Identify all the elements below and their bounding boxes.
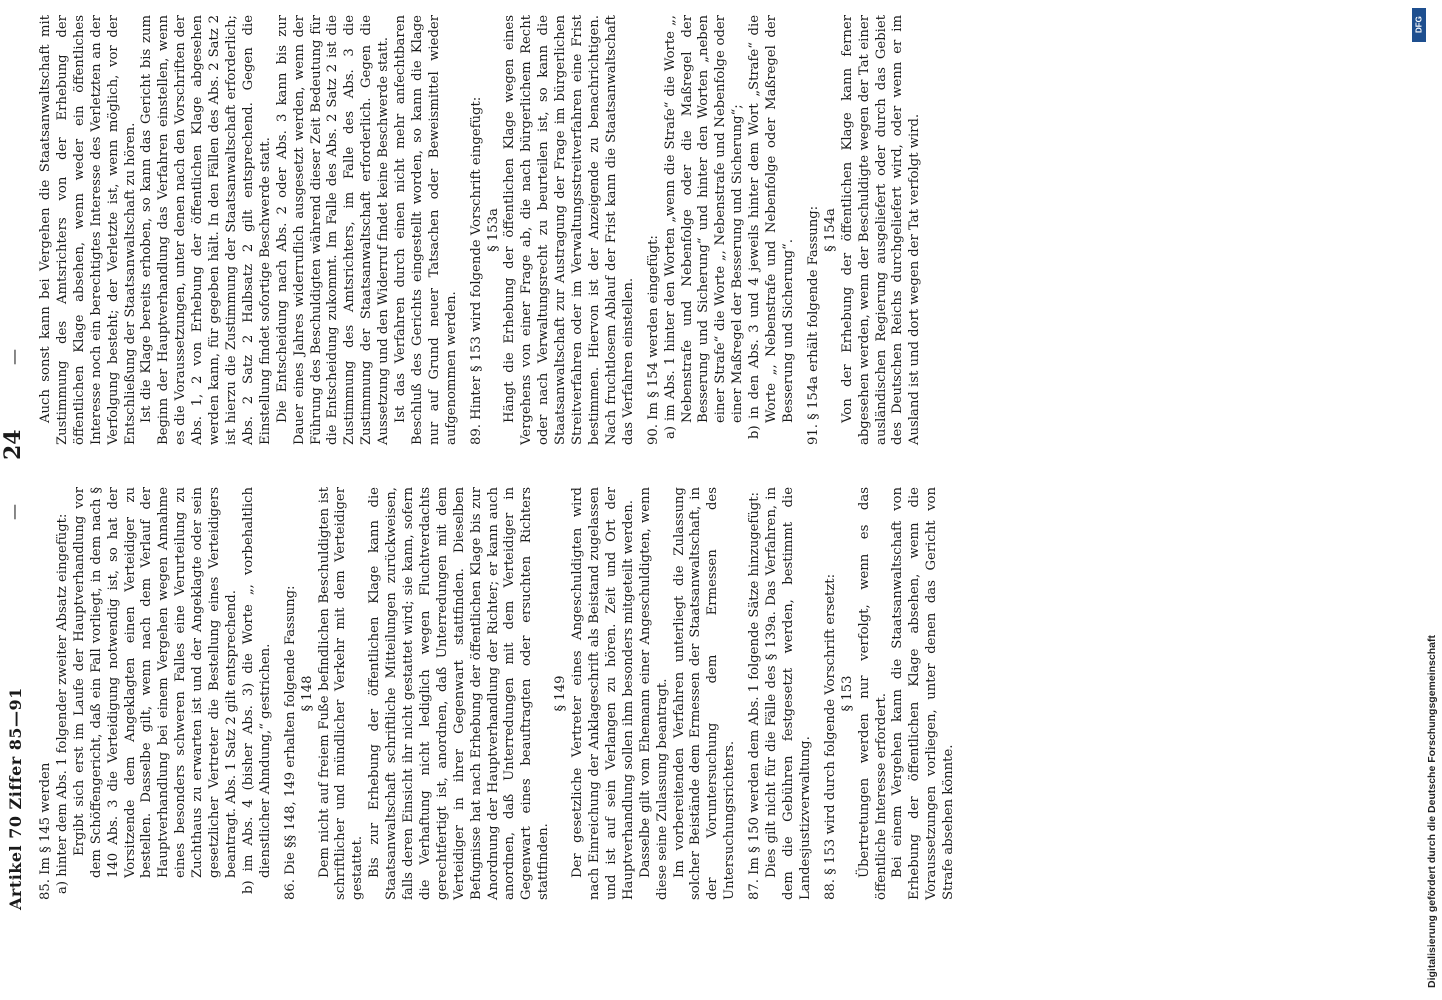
section-153-heading: § 153 xyxy=(839,675,855,712)
dfg-logo: DFG xyxy=(1412,8,1426,42)
section-148-heading: § 148 xyxy=(299,675,315,712)
spacer xyxy=(815,487,823,900)
section-150-addition: Dies gilt nicht für die Fälle des § 139a. Das Verfahren, in dem die Gebühren festgesetzt werden, bestimmt die Landesjustizverwaltung. xyxy=(764,487,813,900)
item-85: 85. Im § 145 werden xyxy=(38,762,53,900)
page-header xyxy=(0,30,34,910)
right-column xyxy=(38,15,924,445)
section-154a-text: Von der Erhebung der öffentlichen Klage kann ferner abgesehen werden, wenn der Beschuldigte wegen der Tat einer ausländischen Regierung ausgeliefert oder durch das Gebiet des Deutschen Reichs durchgeliefert wird, oder wenn er im Ausland ist und dort wegen der Tat verfolgt wird. xyxy=(839,15,923,445)
section-153-para5: Die Entscheidung nach Abs. 2 oder Abs. 3 kann bis zur Dauer eines Jahres widerruflich ausgesetzt werden, wenn der Führung des Beschuldigten während dieser Zeit Bedeutung für die Entscheidung zukommt. Im Falle des Abs. 2 Satz 2 ist die Zustimmung des Amtsrichters, im Falle des Abs. 3 die Zustimmung der Staatsanwaltschaft erforderlich. Gegen die Aussetzung und den Widerruf findet keine Beschwerde statt. xyxy=(274,15,392,445)
section-148-para2: Bis zur Erhebung der öffentlichen Klage kann die Staatsanwaltschaft schriftliche Mitteilungen zurückweisen, falls deren Einsicht ihr nicht gestattet wird; sie kann, sofern die Verhaftung nicht lediglich wegen Fluchtverdachts gerechtfertigt ist, anordnen, daß Unterredungen mit dem Verteidiger in ihrer Gegenwart stattfinden. Dieselben Befugnisse hat nach Erhebung der öffentlichen Klage bis zur Anordnung der Hauptverhandlung der Richter; er kann auch anordnen, daß Unterredungen mit dem Verteidiger in Gegenwart eines beauftragten oder ersuchten Richters stattfinden. xyxy=(367,487,552,900)
section-149-para3: Im vorbereitenden Verfahren unterliegt die Zulassung solcher Beistände dem Ermessen der Staatsanwaltschaft, in der Voruntersuchung dem Ermessen des Untersuchungsrichters. xyxy=(671,487,738,900)
spacer xyxy=(739,487,747,900)
digitization-note xyxy=(1404,8,1438,998)
item-87: 87. Im § 150 werden dem Abs. 1 folgende Sätze hinzugefügt: xyxy=(747,492,763,900)
spacer xyxy=(275,487,283,900)
section-153a-heading: § 153a xyxy=(485,208,501,252)
item-88: 88. § 153 wird durch folgende Vorschrift ersetzt: xyxy=(822,573,838,900)
section-153-para4: Ist die Klage bereits erhoben, so kann das Gericht bis zum Beginn der Hauptverhandlung das Verfahren einstellen, wenn es die Voraussetzungen, unter denen nach den Vorschriften der Abs. 1, 2 von Erhebung der öffentlichen Klage abgesehen werden kann, für gegeben hält. In den Fällen des Abs. 2 Satz 2 ist hierzu die Zustimmung der Staatsanwaltschaft erforderlich; Abs. 2 Satz 2 Halbsatz 2 gilt entsprechend. Gegen die Einstellung findet sofortige Beschwerde statt. xyxy=(139,15,273,445)
header-dash-left: — xyxy=(4,504,23,520)
item-85b: b) im Abs. 4 (bisher Abs. 3) die Worte „, vorbehaltlich dienstlicher Ahndung,“ gestrichen. xyxy=(240,487,273,894)
section-153-para2: Bei einem Vergehen kann die Staatsanwaltschaft von Erhebung der öffentlichen Klage absehen, wenn die Voraussetzungen vorliegen, unter denen das Gericht von Strafe absehen könnte. xyxy=(890,487,957,900)
left-column xyxy=(38,487,958,900)
item-90a: a) im Abs. 1 hinter den Worten „wenn die Strafe“ die Worte „, Nebenstrafe und Nebenfolge oder die Maßregel der Besserung und Sicherung“ und hinter den Worten „neben einer Strafe“ die Worte „, Nebenstrafe und Nebenfolge oder einer Maßregel der Besserung und Sicherung“; xyxy=(662,15,746,439)
section-149-heading: § 149 xyxy=(553,675,569,712)
section-153-para6: Ist das Verfahren durch einen nicht mehr anfechtbaren Beschluß des Gerichts eingestellt worden, so kann die Klage nur auf Grund neuer Tatsachen oder Beweismittel wieder aufgenommen werden. xyxy=(393,15,459,445)
section-149-para1: Der gesetzliche Vertreter eines Angeschuldigten wird nach Einreichung der Anklageschrift als Beistand zugelassen und ist auf sein Verlangen zu hören. Zeit und Ort der Hauptverhandlung sollen ihm besonders mitgeteilt werden. xyxy=(570,487,636,900)
item-90: 90. Im § 154 werden eingefügt: xyxy=(645,235,661,445)
section-153-para1: Übertretungen werden nur verfolgt, wenn es das öffentliche Interesse erfordert. xyxy=(856,487,889,900)
section-153a-text: Hängt die Erhebung der öffentlichen Klage wegen eines Vergehens von einer Frage ab, die nach bürgerlichem Recht oder nach Verwaltungsrecht zu beurteilen ist, so kann die Staatsanwaltschaft zur Austragung der Frage im bürgerlichen Streitverfahren oder im Verwaltungsstreitverfahren eine Frist bestimmen. Hiervon ist der Anzeigende zu benachrichtigen. Nach fruchtlosem Ablauf der Frist kann die Staatsanwaltschaft das Verfahren einstellen. xyxy=(502,15,636,445)
section-145-text: Ergibt sich erst im Laufe der Hauptverhandlung vor dem Schöffengericht, daß ein Fall vorliegt, in dem nach § 140 Abs. 3 die Verteidigung notwendig ist, so hat der Vorsitzende dem Angeklagten einen Verteidiger zu bestellen. Dasselbe gilt, wenn nach dem Verlauf der Hauptverhandlung bei einem Vergehen wegen Annahme eines besonders schweren Falles eine Verurteilung zu Zuchthaus zu erwarten ist und der Angeklagte oder sein gesetzlicher Vertreter die Bestellung eines Verteidigers beantragt. Abs. 1 Satz 2 gilt entsprechend. xyxy=(71,487,239,878)
spacer xyxy=(638,15,646,445)
header-dash-right: — xyxy=(4,349,23,365)
item-90b: b) in den Abs. 3 und 4 jeweils hinter dem Wort „Strafe“ die Worte „, Nebenstrafe und Nebenfolge oder Maßregel der Besserung und Sicherung“. xyxy=(747,15,796,439)
page-number: 24 xyxy=(0,429,26,460)
section-153-para3: Auch sonst kann bei Vergehen die Staatsanwaltschaft mit Zustimmung des Amtsrichters von der Erhebung der öffentlichen Klage absehen, wenn weder ein öffentliches Interesse noch ein berechtigtes Interesse des Verletzten an der Verfolgung besteht; der Verletzte ist, wenn möglich, vor der Entschließung der Staatsanwaltschaft zu hören. xyxy=(38,15,138,445)
item-86: 86. Die §§ 148, 149 erhalten folgende Fassung: xyxy=(282,585,298,900)
item-89: 89. Hinter § 153 wird folgende Vorschrift eingefügt: xyxy=(468,96,484,445)
section-154a-heading: § 154a xyxy=(822,208,838,252)
section-148-para1: Dem nicht auf freiem Fuße befindlichen Beschuldigten ist schriftlicher und mündlicher Verkehr mit dem Verteidiger gestattet. xyxy=(316,487,366,900)
item-85a: a) hinter dem Abs. 1 folgender zweiter Absatz eingefügt: xyxy=(54,513,70,894)
article-heading: Artikel 70 Ziffer 85—91 xyxy=(6,687,25,910)
item-91: 91. § 154a erhält folgende Fassung: xyxy=(805,205,821,445)
spacer xyxy=(461,15,469,445)
section-149-para2: Dasselbe gilt vom Ehemann einer Angeschuldigten, wenn diese seine Zulassung beantragt. xyxy=(637,487,670,900)
spacer xyxy=(798,15,806,445)
digitization-note-text: Digitalisierung gefördert durch die Deutsche Forschungsgemeinschaft xyxy=(1426,635,1438,988)
